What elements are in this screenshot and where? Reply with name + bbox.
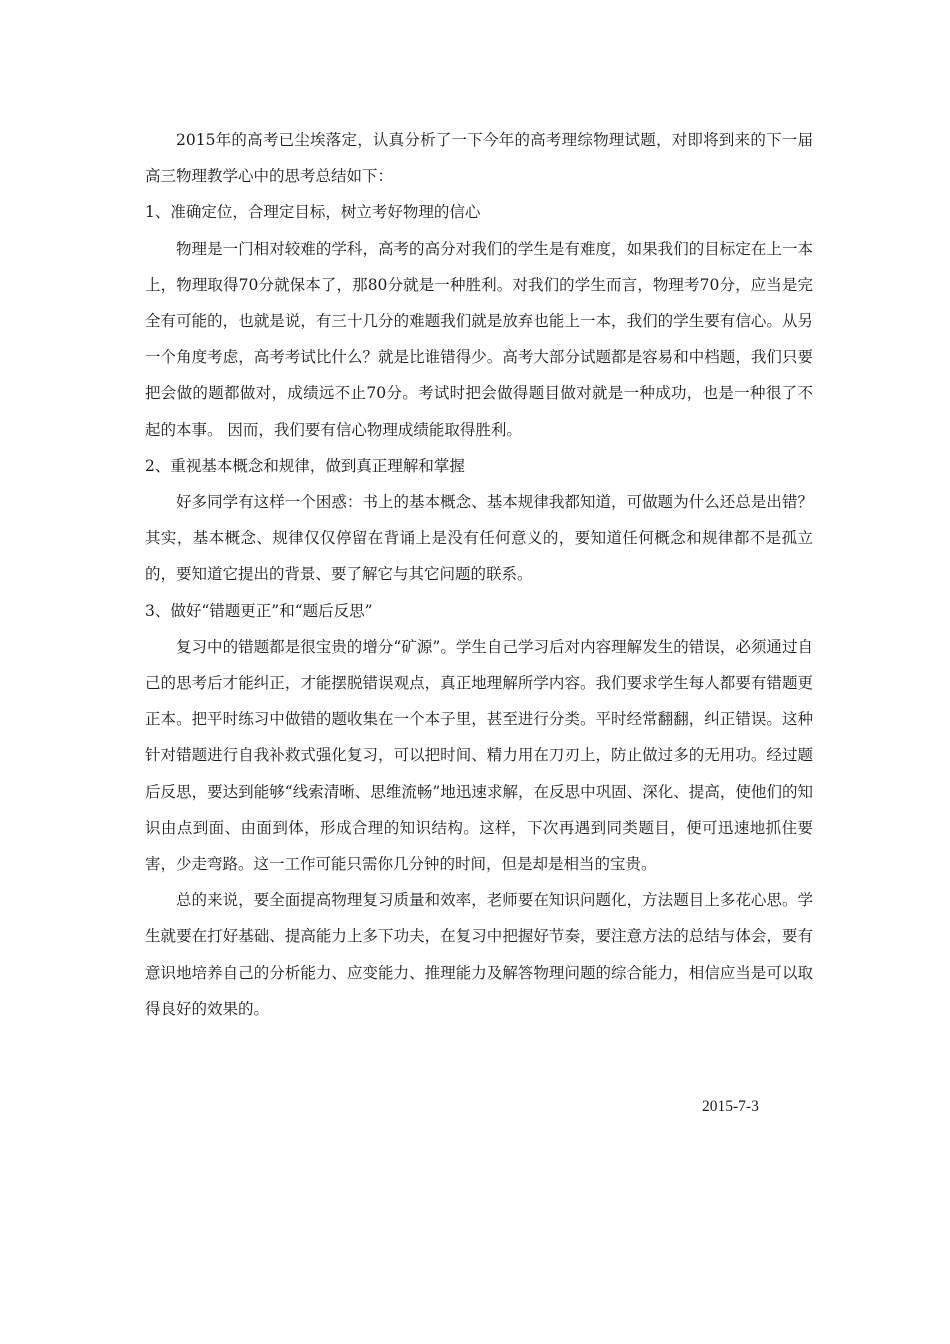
section-2-heading: 2、重视基本概念和规律，做到真正理解和掌握 (145, 456, 465, 475)
section-3-heading: 3、做好“错题更正”和“题后反思” (145, 601, 373, 620)
section-1-heading: 1、准确定位，合理定目标，树立考好物理的信心 (145, 203, 481, 222)
section-3-paragraph: 复习中的错题都是很宝贵的增分“矿源”。学生自己学习后对内容理解发生的错误，必须通过自己的思考后才能纠正，才能摆脱错误观点，真正地理解所学内容。我们要求学生每人都要有错题更正本。把平时练习中做错的题收集在一个本子里，甚至进行分类。平时经常翻翻，纠正错误。这种针对错题进行自我补救式强化复习，可以把时间、精力用在刀刃上，防止做过多的无用功。经过题后反思，要达到能够“线索清晰、思维流畅”地迅速求解，在反思中巩固、深化、提高，使他们的知识由点到面、由面到体，形成合理的知识结构。这样，下次再遇到同类题目，便可迅速地抓住要害，少走弯路。这一工作可能只需你几分钟的时间，但是却是相当的宝贵。 (145, 637, 813, 874)
conclusion-paragraph: 总的来说，要全面提高物理复习质量和效率，老师要在知识问题化，方法题目上多花心思。学生就要在打好基础、提高能力上多下功夫，在复习中把握好节奏，要注意方法的总结与体会，要有意识地培养自己的分析能力、应变能力、推理能力及解答物理问题的综合能力，相信应当是可以取得良好的效果的。 (145, 891, 813, 1018)
section-2-paragraph: 好多同学有这样一个困惑：书上的基本概念、基本规律我都知道，可做题为什么还总是出错？其实，基本概念、规律仅仅停留在背诵上是没有任何意义的，要知道任何概念和规律都不是孤立的，要知道它提出的背景、要了解它与其它问题的联系。 (145, 493, 813, 584)
section-1-paragraph: 物理是一门相对较难的学科，高考的高分对我们的学生是有难度，如果我们的目标定在上一本上，物理取得70分就保本了，那80分就是一种胜利。对我们的学生而言，物理考70分，应当是完全有可能的，也就是说，有三十几分的难题我们就是放弃也能上一本，我们的学生要有信心。从另一个角度考虑，高考考试比什么？就是比谁错得少。高考大部分试题都是容易和中档题，我们只要把会做的题都做对，成绩远不止70分。考试时把会做得题目做对就是一种成功，也是一种很了不起的本事。 因而，我们要有信心物理成绩能取得胜利。 (145, 239, 813, 439)
document-date: 2015-7-3 (702, 1098, 759, 1115)
document-body (145, 122, 813, 1027)
intro-paragraph: 2015年的高考已尘埃落定，认真分析了一下今年的高考理综物理试题，对即将到来的下一届高三物理教学心中的思考总结如下： (145, 131, 813, 186)
